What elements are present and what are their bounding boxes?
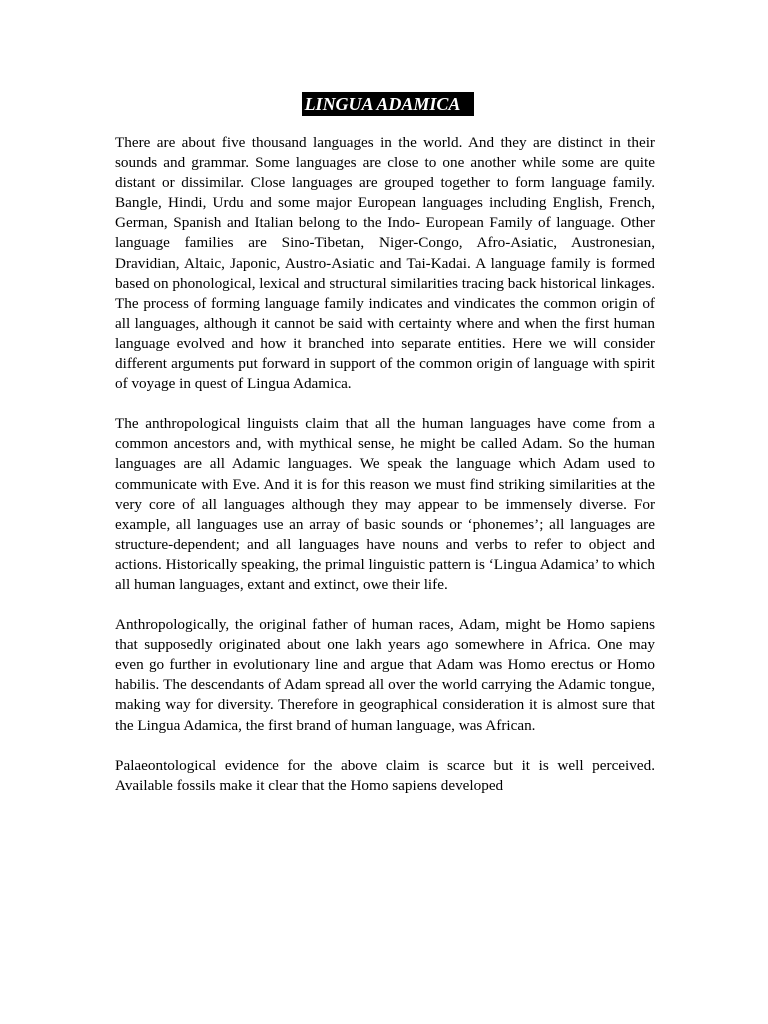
paragraph-1: There are about five thousand languages in the world. And they are distinct in their sounds and grammar. Some languages are close to one another while some are quite distant or dissimilar. Close languages are grouped together to form language family. Bangle, Hindi, Urdu and some major European languages including English, French, German, Spanish and Italian belong to the Indo- European Family of language. Other language families are Sino-Tibetan, Niger-Congo, Afro-Asiatic, Austronesian, Dravidian, Altaic, Japonic, Austro-Asiatic and Tai-Kadai. A language family is formed based on phonological, lexical and structural similarities tracing back historical linkages. The process of forming language family indicates and vindicates the common origin of all languages, although it cannot be said with certainty where and when the first human language evolved and how it branched into separate entities. Here we will consider different arguments put forward in support of the common origin of language with spirit of voyage in quest of Lingua Adamica. (115, 134, 655, 393)
title-container (0, 92, 768, 116)
paragraph-2: The anthropological linguists claim that all the human languages have come from a common ancestors and, with mythical sense, he might be called Adam. So the human languages are all Adamic languages. We speak the language which Adam used to communicate with Eve. And it is for this reason we must find striking similarities at the very core of all languages although they may appear to be immensely diverse. For example, all languages use an array of basic sounds or ‘phonemes’; all languages are structure-dependent; and all languages have nouns and verbs to refer to object and actions. Historically speaking, the primal linguistic pattern is ‘Lingua Adamica’ to which all human languages, extant and extinct, owe their life. (115, 415, 656, 593)
paragraph-3: Anthropologically, the original father of human races, Adam, might be Homo sapiens that supposedly originated about one lakh years ago somewhere in Africa. One may even go further in evolutionary line and argue that Adam was Homo erectus or Homo habilis. The descendants of Adam spread all over the world carrying the Adamic tongue, making way for diversity. Therefore in geographical consideration it is almost sure that the Lingua Adamica, the first brand of human language, was African. (115, 616, 655, 734)
paragraph-4: Palaeontological evidence for the above claim is scarce but it is well perceived. Available fossils make it clear that the Homo sapiens developed (115, 756, 655, 794)
document-body (115, 133, 655, 816)
document-title: LINGUA ADAMICA (302, 92, 475, 116)
